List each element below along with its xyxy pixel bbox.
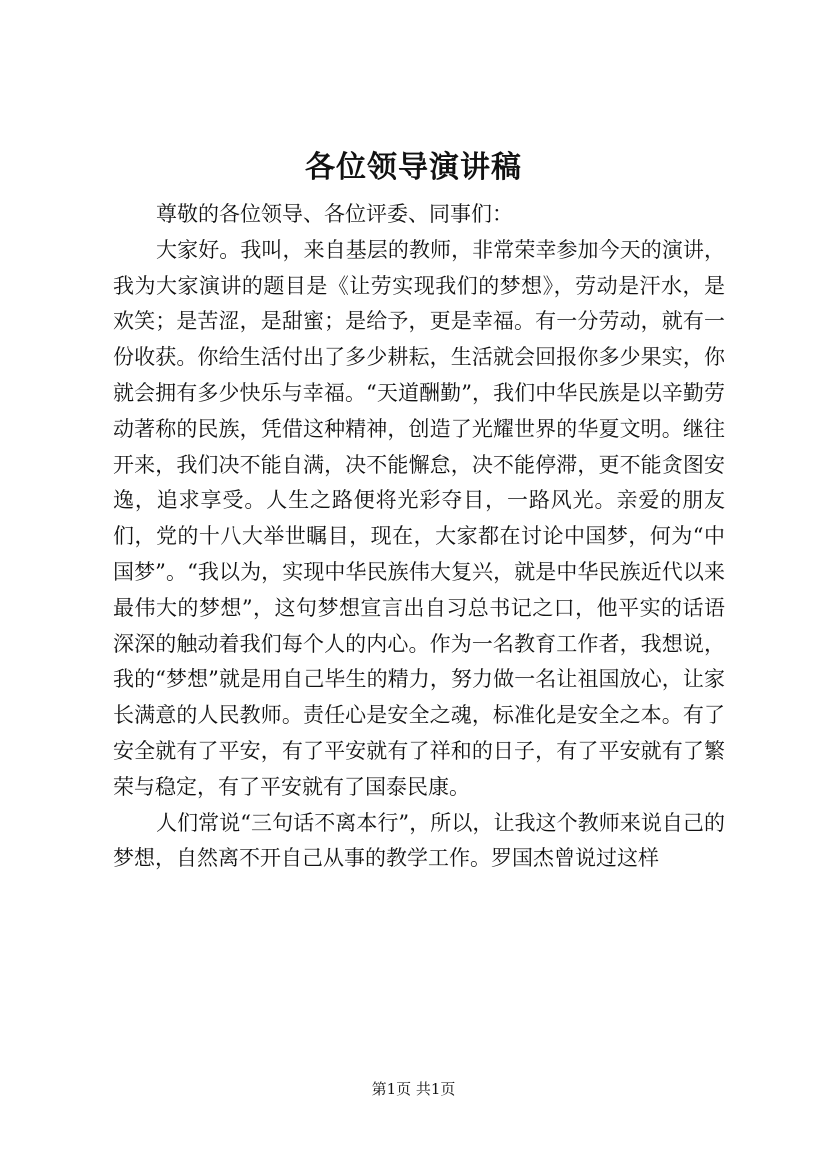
paragraph-2: 人们常说“三句话不离本行”，所以，让我这个教师来说自己的梦想，自然离不开自己从事的教学工作。罗国杰曾说过这样 (113, 810, 725, 871)
salutation: 尊敬的各位领导、各位评委、同事们： (156, 202, 514, 226)
document-body (113, 197, 725, 877)
page-footer: 第1页 共1页 (371, 1080, 456, 1098)
document-title: 各位领导演讲稿 (305, 150, 522, 185)
paragraph-1: 大家好。我叫，来自基层的教师，非常荣幸参加今天的演讲，我为大家演讲的题目是《让劳实现我们的梦想》，劳动是汗水，是欢笑；是苦涩，是甜蜜；是给予，更是幸福。有一分劳动，就有一份收获。你给生活付出了多少耕耘，生活就会回报你多少果实，你就会拥有多少快乐与幸福。“天道酬勤”，我们中华民族是以辛勤劳动著称的民族，凭借这种精神，创造了光耀世界的华夏文明。继往开来，我们决不能自满，决不能懈怠，决不能停滞，更不能贪图安逸，追求享受。人生之路便将光彩夺目，一路风光。亲爱的朋友们，党的十八大举世瞩目，现在，大家都在讨论中国梦，何为“中国梦”。“我以为，实现中华民族伟大复兴，就是中华民族近代以来最伟大的梦想”，这句梦想宣言出自习总书记之口，他平实的话语深深的触动着我们每个人的内心。作为一名教育工作者，我想说，我的“梦想”就是用自己毕生的精力，努力做一名让祖国放心，让家长满意的人民教师。责任心是安全之魂，标准化是安全之本。有了安全就有了平安，有了平安就有了祥和的日子，有了平安就有了繁荣与稳定，有了平安就有了国泰民康。 (113, 237, 725, 799)
